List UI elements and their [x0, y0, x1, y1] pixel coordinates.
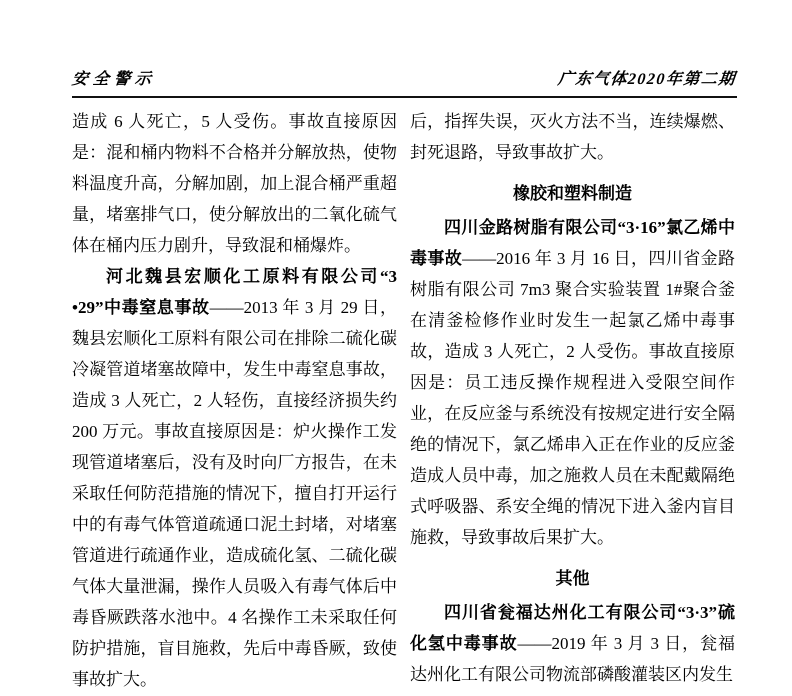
header-section-title: 安全警示: [70, 71, 157, 88]
body-paragraph: [410, 106, 735, 168]
header-divider: [72, 96, 737, 98]
left-column: [72, 106, 397, 695]
accident-title-bold-text: 四川省瓮福达州化工有限公司“3·3”硫化氢中毒事故: [410, 603, 735, 653]
two-column-body: [72, 106, 735, 695]
paragraph-text: ——2016 年 3 月 16 日，四川省金路树脂有限公司 7m3 聚合实验装置 1#聚合釜在清釜检修作业时发生一起氯乙烯中毒事故，造成 3 人死亡，2 人受伤。事故直接原因是：员工违反操作规程进入受限空间作业，在反应釜与系统没有按规定进行安全隔绝的情况下，氯乙烯串入正在作业的反应釜造成人员中毒，加之施救人员在未配戴隔绝式呼吸器、系安全绳的情况下进入釜内盲目施救，导致事故后果扩大。: [410, 249, 735, 547]
header-issue-title: 广东气体2020年第二期: [556, 71, 737, 88]
body-paragraph: [72, 106, 397, 261]
accident-title-bold-text: 四川金路树脂有限公司“3·16”氯乙烯中毒事故: [410, 218, 735, 268]
section-heading: 其他: [555, 569, 590, 588]
accident-title-bold-text: 河北魏县宏顺化工原料有限公司“3 •29”中毒窒息事故: [72, 267, 397, 317]
paragraph-text: 后，指挥失误，灭火方法不当，连续爆燃、封死退路，导致事故扩大。: [410, 112, 735, 162]
right-column: [410, 106, 735, 695]
section-heading: 橡胶和塑料制造: [513, 184, 632, 203]
body-paragraph: [72, 261, 397, 695]
page-header: [72, 66, 736, 89]
body-paragraph: [410, 597, 735, 690]
paragraph-text: ——2019 年 3 月 3 日，瓮福达州化工有限公司物流部磷酸灌装区内发生: [410, 634, 735, 684]
body-paragraph: [410, 212, 735, 553]
paragraph-text: 造成 6 人死亡，5 人受伤。事故直接原因是：混和桶内物料不合格并分解放热，使物料温度升高，分解加剧，加上混合桶严重超量，堵塞排气口，使分解放出的二氧化硫气体在桶内压力剧升，导致混和桶爆炸。: [72, 112, 397, 255]
paragraph-text: ——2013 年 3 月 29 日，魏县宏顺化工原料有限公司在排除二硫化碳冷凝管道堵塞故障中，发生中毒窒息事故，造成 3 人死亡，2 人轻伤，直接经济损失约 200 万元。事故直接原因是：炉火操作工发现管道堵塞后，没有及时向厂方报告，在未采取任何防范措施的情况下，擅自打开运行中的有毒气体管道疏通口泥土封堵，对堵塞管道进行疏通作业，造成硫化氢、二硫化碳气体大量泄漏，操作人员吸入有毒气体后中毒昏厥跌落水池中。4 名操作工未采取任何防护措施，盲目施救，先后中毒昏厥，致使事故扩大。: [72, 298, 398, 689]
